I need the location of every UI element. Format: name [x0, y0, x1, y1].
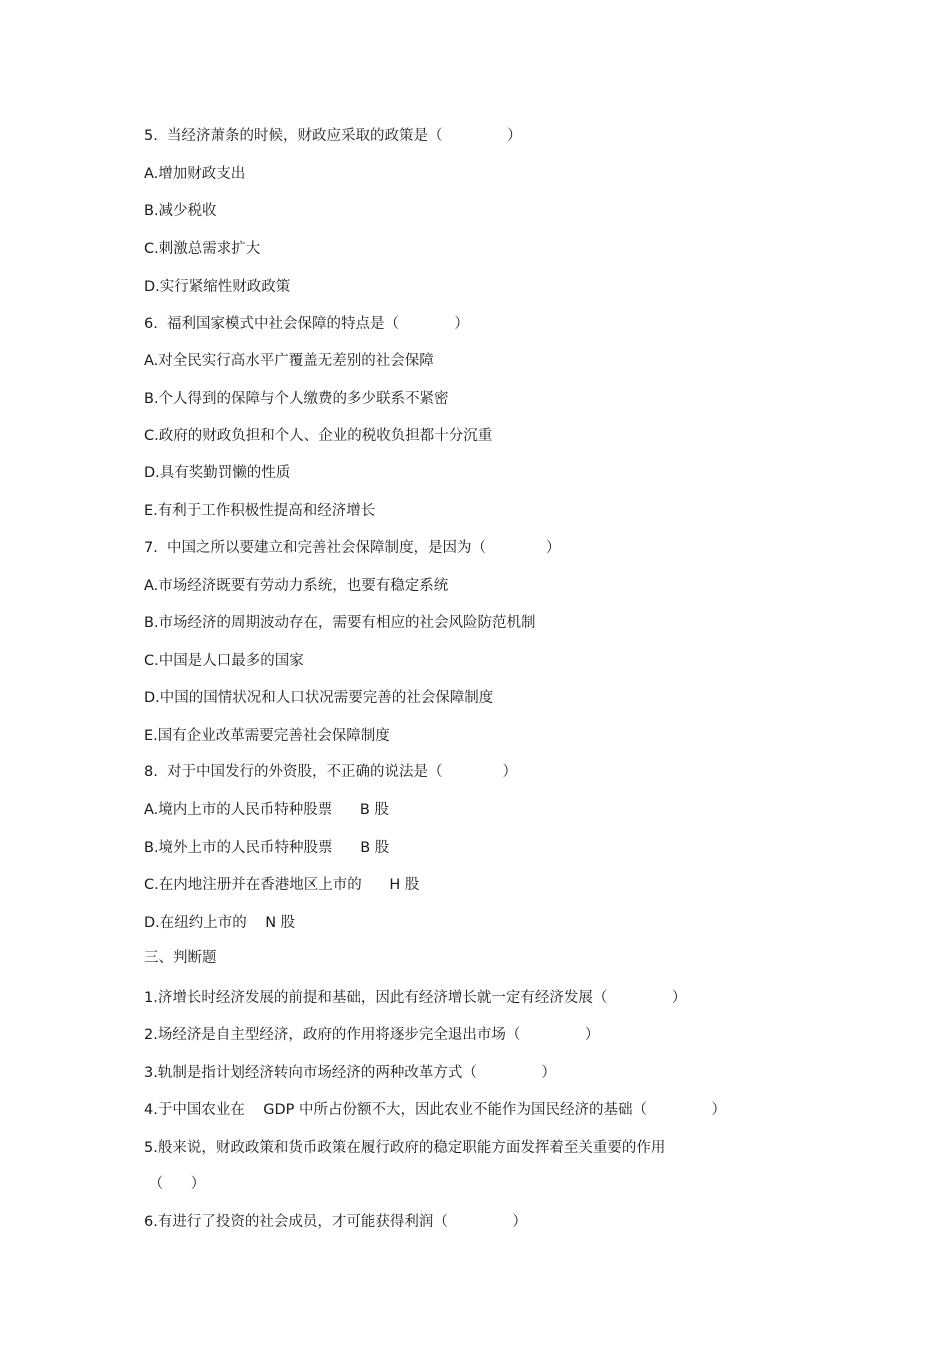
text-line: 1.济增长时经济发展的前提和基础，因此有经济增长就一定有经济发展（ ） — [144, 990, 687, 1006]
text-line: C.中国是人口最多的国家 — [144, 653, 304, 669]
text-line: E.有利于工作积极性提高和经济增长 — [144, 503, 376, 519]
text-line: B.境外上市的人民币特种股票 B 股 — [144, 840, 390, 856]
text-line: E.国有企业改革需要完善社会保障制度 — [144, 728, 390, 744]
text-line: D.中国的国情状况和人口状况需要完善的社会保障制度 — [144, 690, 494, 706]
text-line: A.增加财政支出 — [144, 166, 246, 182]
text-line: 5. 当经济萧条的时候，财政应采取的政策是（ ） — [144, 128, 522, 144]
text-line: （ ） — [144, 1176, 206, 1192]
text-line: C.在内地注册并在香港地区上市的 H 股 — [144, 877, 420, 893]
text-line: D.具有奖勤罚懒的性质 — [144, 465, 291, 481]
text-line: 4.于中国农业在 GDP 中所占份额不大，因此农业不能作为国民经济的基础（ ） — [144, 1102, 727, 1118]
text-line: 三、判断题 — [144, 950, 217, 966]
text-line: C.政府的财政负担和个人、企业的税收负担都十分沉重 — [144, 428, 493, 444]
text-line: A.境内上市的人民币特种股票 B 股 — [144, 802, 389, 818]
text-line: A.对全民实行高水平广覆盖无差别的社会保障 — [144, 353, 434, 369]
text-line: 7. 中国之所以要建立和完善社会保障制度，是因为（ ） — [144, 540, 561, 556]
text-line: 6.有进行了投资的社会成员，才可能获得利润（ ） — [144, 1214, 527, 1230]
text-line: B.市场经济的周期波动存在，需要有相应的社会风险防范机制 — [144, 615, 536, 631]
text-line: 6. 福利国家模式中社会保障的特点是（ ） — [144, 316, 469, 332]
text-line: A.市场经济既要有劳动力系统，也要有稳定系统 — [144, 578, 449, 594]
text-line: 2.场经济是自主型经济，政府的作用将逐步完全退出市场（ ） — [144, 1027, 600, 1043]
text-line: 5.般来说，财政政策和货币政策在履行政府的稳定职能方面发挥着至关重要的作用 — [144, 1140, 666, 1156]
text-line: 8. 对于中国发行的外资股，不正确的说法是（ ） — [144, 764, 517, 780]
text-line: D.实行紧缩性财政政策 — [144, 279, 291, 295]
text-line: 3.轨制是指计划经济转向市场经济的两种改革方式（ ） — [144, 1065, 556, 1081]
text-line: B.个人得到的保障与个人缴费的多少联系不紧密 — [144, 391, 449, 407]
text-line: C.刺激总需求扩大 — [144, 241, 261, 257]
text-line: B.减少税收 — [144, 203, 217, 219]
text-line: D.在纽约上市的 N 股 — [144, 915, 296, 931]
